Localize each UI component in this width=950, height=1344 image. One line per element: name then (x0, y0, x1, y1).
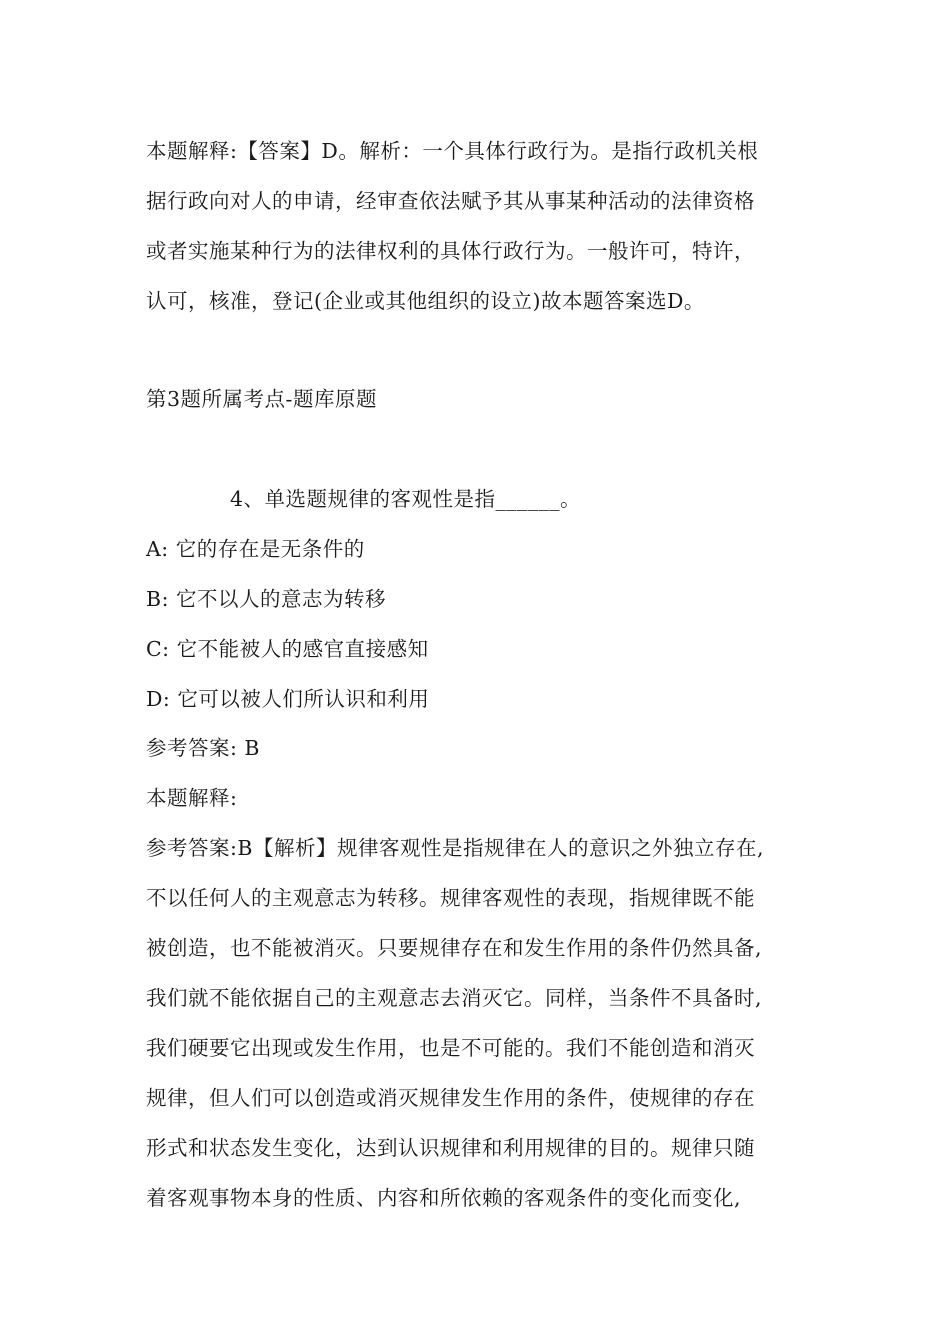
prev-explanation-line: 认可，核准，登记(企业或其他组织的设立)故本题答案选D。 (146, 289, 705, 313)
explanation-line: 我们硬要它出现或发生作用，也是不可能的。我们不能创造和消灭 (146, 1036, 755, 1060)
explanation-line: 被创造，也不能被消灭。只要规律存在和发生作用的条件仍然具备, (146, 936, 763, 960)
reference-answer: 参考答案: B (146, 736, 260, 760)
explanation-line: 着客观事物本身的性质、内容和所依赖的客观条件的变化而变化, (146, 1186, 742, 1210)
question-3-topic-tag: 第3题所属考点-题库原题 (146, 387, 377, 411)
option-c: C: 它不能被人的感官直接感知 (146, 637, 429, 661)
explanation-line: 参考答案:B【解析】规律客观性是指规律在人的意识之外独立存在, (146, 836, 764, 860)
explanation-line: 形式和状态发生变化，达到认识规律和利用规律的目的。规律只随 (146, 1136, 755, 1160)
explanation-line: 我们就不能依据自己的主观意志去消灭它。同样，当条件不具备时, (146, 986, 763, 1010)
option-d: D: 它可以被人们所认识和利用 (146, 687, 430, 711)
explanation-line: 规律，但人们可以创造或消灭规律发生作用的条件，使规律的存在 (146, 1086, 755, 1110)
prev-explanation-line: 本题解释:【答案】D。解析：一个具体行政行为。是指行政机关根 (146, 139, 759, 163)
prev-explanation-line: 或者实施某种行为的法律权利的具体行政行为。一般许可，特许， (146, 239, 755, 263)
option-a: A: 它的存在是无条件的 (146, 537, 365, 561)
prev-explanation-line: 据行政向对人的申请，经审查依法赋予其从事某种活动的法律资格 (146, 189, 755, 213)
explanation-label: 本题解释: (146, 786, 238, 810)
option-b: B: 它不以人的意志为转移 (146, 587, 386, 611)
explanation-line: 不以任何人的主观意志为转移。规律客观性的表现，指规律既不能 (146, 886, 755, 910)
question-4-stem: 4、单选题规律的客观性是指______。 (230, 487, 582, 511)
